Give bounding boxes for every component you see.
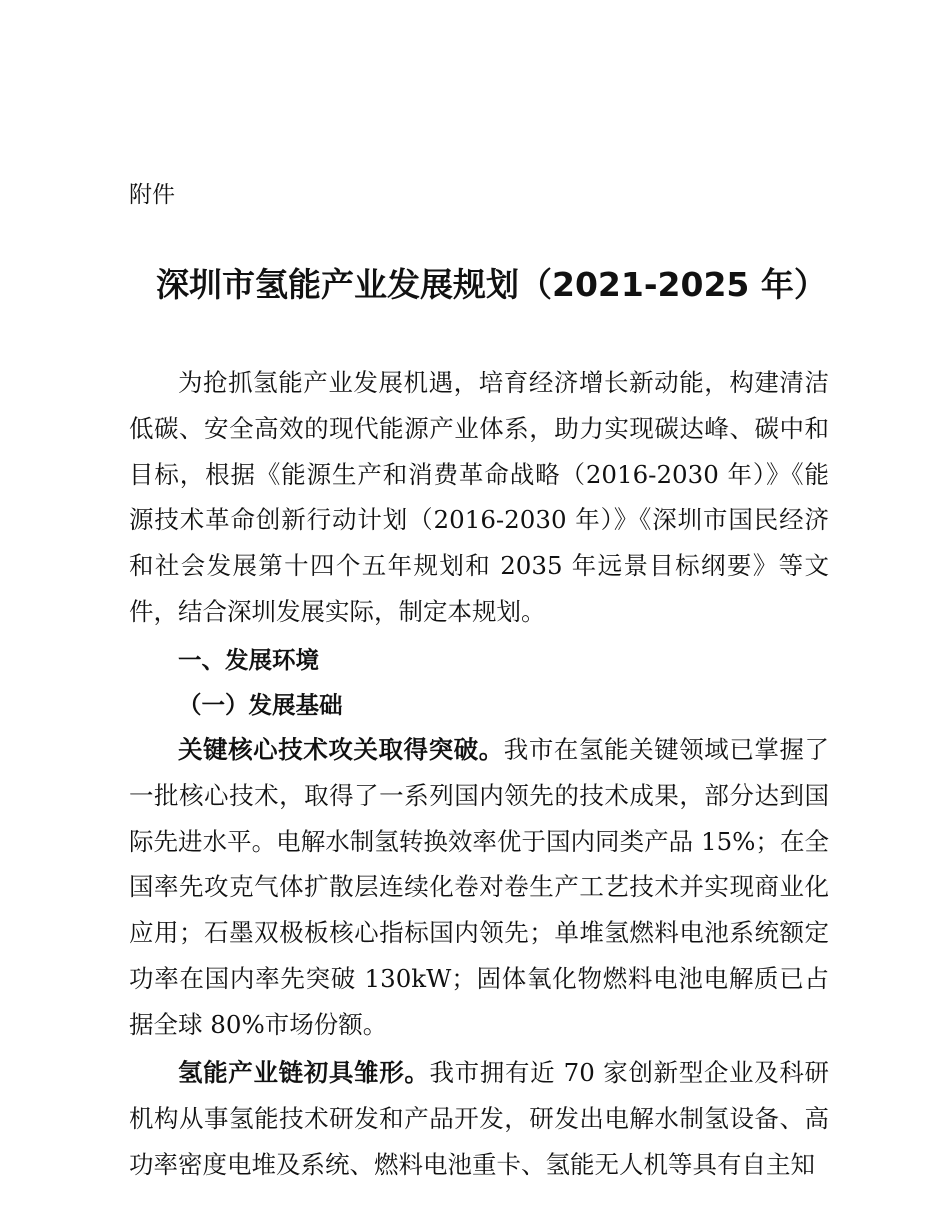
paragraph-lead-industry-chain: 氢能产业链初具雏形。: [178, 1058, 430, 1087]
attachment-label: 附件: [129, 182, 175, 208]
paragraph-body-core-technology: 我市在氢能关键领域已掌握了一批核心技术，取得了一系列国内领先的技术成果，部分达到国际先进水平。电解水制氢转换效率优于国内同类产品 15%；在全国率先攻克气体扩散层连续化卷对卷生产工艺技术并实现商业化应用；石墨双极板核心指标国内领先；单堆氢燃料电池系统额定功率在国内率先突破 130kW；固体氧化物燃料电池电解质已占据全球 80%市场份额。: [129, 735, 829, 1039]
subsection-heading-development-foundation: （一）发展基础: [178, 691, 343, 719]
paragraph-body-industry-chain: 我市拥有近 70 家创新型企业及科研机构从事氢能技术研发和产品开发，研发出电解水制氢设备、高功率密度电堆及系统、燃料电池重卡、氢能无人机等具有自主知: [129, 1058, 829, 1179]
paragraph-lead-core-technology: 关键核心技术攻关取得突破。: [178, 735, 504, 764]
section-heading-development-environment: 一、发展环境: [178, 646, 319, 674]
paragraph-core-technology: [129, 727, 829, 1048]
document-title: 深圳市氢能产业发展规划（2021-2025 年）: [156, 265, 827, 304]
paragraph-industry-chain: [129, 1050, 829, 1187]
intro-paragraph: 为抢抓氢能产业发展机遇，培育经济增长新动能，构建清洁低碳、安全高效的现代能源产业体系，助力实现碳达峰、碳中和目标，根据《能源生产和消费革命战略（2016-2030 年）》《能源技术革命创新行动计划（2016-2030 年）》《深圳市国民经济和社会发展第十四个五年规划和 2035 年远景目标纲要》等文件，结合深圳发展实际，制定本规划。: [129, 368, 829, 626]
